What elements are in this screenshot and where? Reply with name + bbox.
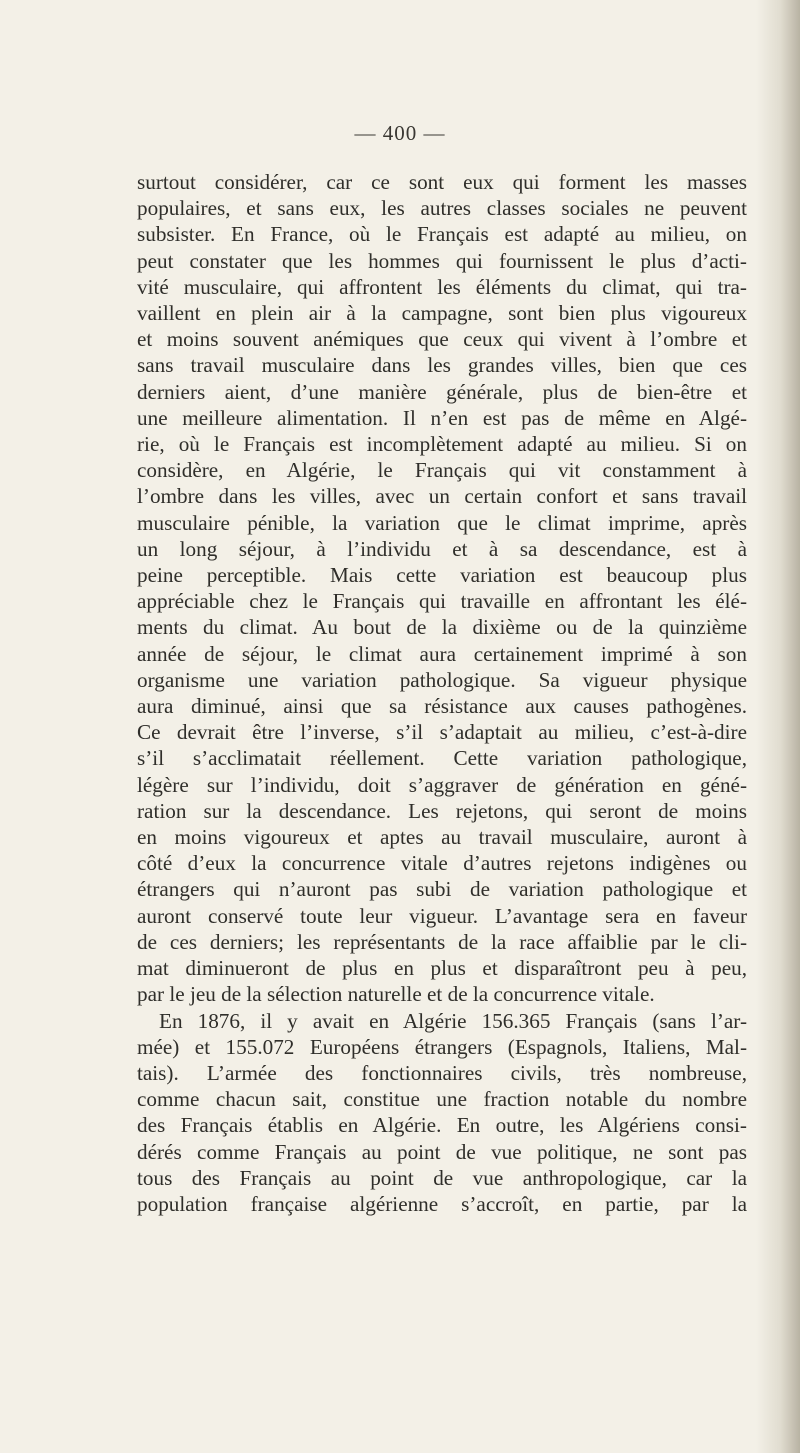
body-text (137, 169, 747, 1217)
text-line: et moins souvent anémiques que ceux qui vivent à l’ombre et (137, 327, 747, 352)
text-line: peut constater que les hommes qui fournissent le plus d’acti- (137, 248, 747, 273)
text-line: surtout considérer, car ce sont eux qui forment les masses (137, 170, 747, 194)
text-line: par le jeu de la sélection naturelle et de la concurrence vitale. (137, 982, 655, 1007)
text-line: s’il s’acclimatait réellement. Cette variation pathologique, (137, 746, 747, 771)
text-line: ments du climat. Au bout de la dixième ou de la quinzième (137, 615, 747, 640)
page-edge-shadow (756, 0, 800, 1453)
text-line: l’ombre dans les villes, avec un certain confort et sans travail (137, 484, 747, 509)
page-number-header: — 400 — (354, 121, 446, 145)
text-line: mée) et 155.072 Européens étrangers (Espagnols, Italiens, Mal- (137, 1034, 747, 1059)
text-line: vaillent en plein air à la campagne, sont bien plus vigoureux (137, 301, 747, 326)
text-line: Ce devrait être l’inverse, s’il s’adaptait au milieu, c’est-à-dire (137, 720, 747, 745)
text-line: une meilleure alimentation. Il n’en est pas de même en Algé- (137, 405, 747, 430)
text-line: légère sur l’individu, doit s’aggraver de génération en géné- (137, 772, 747, 797)
text-line: étrangers qui n’auront pas subi de variation pathologique et (137, 877, 747, 902)
text-line: année de séjour, le climat aura certainement imprimé à son (137, 641, 747, 666)
text-line: vité musculaire, qui affrontent les éléments du climat, qui tra- (137, 274, 747, 299)
text-line: subsister. En France, où le Français est adapté au milieu, on (137, 222, 747, 247)
text-line: tais). L’armée des fonctionnaires civils, très nombreuse, (137, 1060, 747, 1085)
text-line: musculaire pénible, la variation que le climat imprime, après (137, 510, 747, 535)
text-line: organisme une variation pathologique. Sa vigueur physique (137, 667, 747, 692)
text-line: En 1876, il y avait en Algérie 156.365 Français (sans l’ar- (159, 1008, 747, 1033)
text-line: comme chacun sait, constitue une fraction notable du nombre (137, 1087, 747, 1112)
text-line: ration sur la descendance. Les rejetons, qui seront de moins (137, 798, 747, 823)
text-line: un long séjour, à l’individu et à sa descendance, est à (137, 536, 747, 561)
text-line: populaires, et sans eux, les autres classes sociales ne peuvent (137, 196, 747, 221)
text-line: rie, où le Français est incomplètement adapté au milieu. Si on (137, 432, 747, 457)
text-line: sans travail musculaire dans les grandes villes, bien que ces (137, 353, 747, 378)
text-line: mat diminueront de plus en plus et disparaîtront peu à peu, (137, 956, 747, 981)
text-line: auront conservé toute leur vigueur. L’avantage sera en faveur (137, 903, 747, 928)
text-line: en moins vigoureux et aptes au travail musculaire, auront à (137, 825, 747, 850)
text-line: derniers aient, d’une manière générale, plus de bien-être et (137, 379, 747, 404)
text-line: des Français établis en Algérie. En outre, les Algériens consi- (137, 1113, 747, 1138)
text-line: aura diminué, ainsi que sa résistance aux causes pathogènes. (137, 694, 747, 719)
text-line: côté d’eux la concurrence vitale d’autres rejetons indigènes ou (137, 851, 747, 876)
text-line: population française algérienne s’accroît, en partie, par la (137, 1191, 747, 1216)
text-line: appréciable chez le Français qui travaille en affrontant les élé- (137, 589, 747, 614)
text-line: considère, en Algérie, le Français qui vit constamment à (137, 458, 747, 483)
text-line: dérés comme Français au point de vue politique, ne sont pas (137, 1139, 747, 1164)
text-line: peine perceptible. Mais cette variation est beaucoup plus (137, 563, 747, 588)
text-line: de ces derniers; les représentants de la race affaiblie par le cli- (137, 929, 747, 954)
text-line: tous des Français au point de vue anthropologique, car la (137, 1165, 747, 1190)
